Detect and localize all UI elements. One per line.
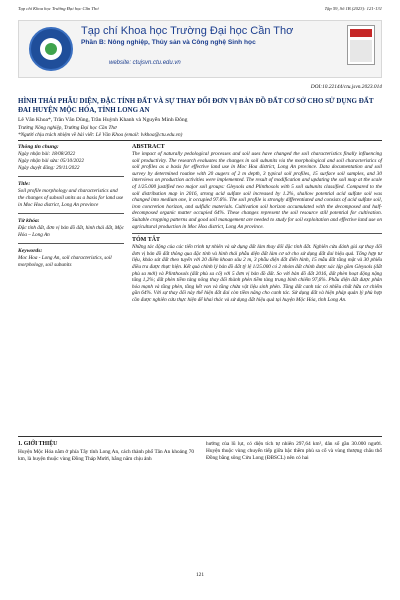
divider	[18, 213, 124, 214]
intro-left-column	[18, 441, 194, 463]
abstract-column	[132, 144, 382, 303]
divider	[18, 140, 382, 141]
accepted-date: Ngày duyệt đăng: 29/11/2022	[18, 165, 80, 171]
divider	[18, 243, 124, 244]
intro-left-text: Huyện Mộc Hóa nằm ở phía Tây tỉnh Long An, cách thành phố Tân An khoảng 70 km, là huyện thuộc vùng Đồng Tháp Mười, hằng năm chịu ảnh	[18, 449, 194, 462]
running-head-volume: Tập 59, Số 1B (2023): 121-131	[324, 6, 382, 11]
affiliation: Trường Nông nghiệp, Trường Đại học Cần Thơ	[18, 125, 117, 131]
vn-keywords-text: Đặc tính đất, đơn vị bản đồ đất, hình thái đất, Mộc Hóa – Long An	[18, 225, 124, 238]
running-head-journal: Tạp chí Khoa học Trường Đại học Cần Thơ	[18, 6, 99, 11]
university-logo-icon	[29, 27, 73, 71]
en-title-label: Title:	[18, 181, 31, 187]
authors: Lê Văn Khoa*, Trần Văn Dũng, Trần Huỳnh Khanh và Nguyễn Minh Đông	[18, 117, 188, 123]
revised-date: Ngày nhận bài sửa: 05/10/2022	[18, 158, 84, 164]
page-number: 121	[195, 572, 205, 578]
running-head	[18, 6, 382, 16]
en-title-text: Soil profile morphology and characteristics and the changes of subsoil units as a basis for land use in Moc Hoa district, Long An province	[18, 188, 124, 208]
abstract-heading: ABSTRACT	[132, 144, 165, 150]
intro-right-column	[206, 441, 382, 461]
received-date: Ngày nhận bài: 18/08/2022	[18, 151, 76, 157]
divider	[132, 233, 382, 234]
journal-website[interactable]: website: ctujsvn.ctu.edu.vn	[109, 60, 181, 66]
vn-keywords-label: Từ khóa:	[18, 218, 40, 224]
tom-tat-heading: TÓM TẮT	[132, 237, 161, 244]
divider	[18, 436, 382, 437]
en-keywords-text: Moc Hoa - Long An, soil characteristics, soil morphology, soil subunits	[18, 255, 112, 268]
tom-tat-text: Những tác động của các tiến trình tự nhiên và sử dụng đất làm thay đổi đặc tính đất. Nghiên cứu đánh giá sự thay đổi đơn vị bản đồ đất thông qua đặc tính và hình thái phẫu diện đất làm cơ sở cho sử dụng đất đai hiệu quả. Tổng hợp tư liệu, khảo sát đất theo tuyến với 20 điểm khoan sâu 2 m, 3 phẫu diện đất điển hình, 15 mẫu đất tầng mặt và 30 phiếu điều tra được thực hiện. Kết quả chỉnh lý bản đồ đất tỷ lệ 1/25.000 có 2 nhóm đất chính được xác lập gồm Gleysols (đất phù sa mới) và Plinthosols (đất phù sa cổ) với 5 đơn vị bản đồ đất. So với bản đồ đất 2016, đất phèn hoạt động nặng tăng 1,2%; đất phèn tiềm tàng nông thay đổi thành phèn tiềm tàng trung bình chiếm 97,6%. Phẫu diện đất được phân hóa mạnh và tầng phèn, tầng kết von và tầng chứa vật liệu sinh phèn. Tầng đất canh tác có nhiều chất hữu cơ chiếm gần 64%. Với sự thay đổi này thể hiện đất đai còn tiềm năng cho canh tác. Sử dụng đất và hiện pháp quản lý phù hợp cần được nghiên cứu thực hiện để khai thác và sử dụng đất hiệu quả tại huyện Mộc Hóa, tỉnh Long An.	[132, 244, 382, 303]
journal-name: Tạp chí Khoa học Trường Đại học Cần Thơ	[81, 25, 294, 37]
en-keywords-label: Keywords:	[18, 248, 43, 254]
corresponding-author: *Người chịu trách nhiệm về bài viết: Lê Văn Khoa (email: lvkhoa@ctu.edu.vn)	[18, 132, 183, 138]
abstract-text: The impact of naturally pedological processes and soil uses have changed the soil characteristics finally influencing soil productivity. The research evaluates the changes in soil subunits via the morphological and soil characteristics of soil profiles as a basis for effective land use in Moc Hoa district, Long An province. Data documentation and soil survey by determined routine with 20 augers of 2 m depth, 3 typical soil profiles, 15 surface soil samples, and 30 interviews on production activities were implemented. The result of modification and updating the soil map at the scale of 1/25.000 justified two major soil groups: Gleysols and Plinthosols with 5 soil subunits classified. Compared to the soil distribution map in 2016, strong acid sulfate soil increased by 1.2%, shallow potential acid sulfate soil was changed into medium one, it occupied 97.6%. The soil profile is strongly differentiated and consists of acid sulfate soil, iron concretion horizon, and sulfidic materials. Cultivation soil horizon accumulated with the decomposed and half-decomposed organic matter occupied 64%. These changes represent the soil resource still potential for cultivation. Suitable cropping patterns and good soil management are needed to study for soil exploitation and effective land use on agricultural production in Moc Hoa district, Long An province.	[132, 151, 382, 230]
doi[interactable]: DOI:10.22144/ctu.jsvn.2023.014	[310, 84, 382, 90]
divider	[18, 176, 124, 177]
journal-part: Phần B: Nông nghiệp, Thủy sản và Công nghệ Sinh học	[81, 39, 256, 46]
journal-banner	[18, 20, 382, 78]
article-title: HÌNH THÁI PHẪU DIỆN, ĐẶC TÍNH ĐẤT VÀ SỰ THAY ĐỔI ĐƠN VỊ BẢN ĐỒ ĐẤT CƠ SỞ CHO SỬ DỤNG ĐẤT ĐAI HUYỆN MỘC HÓA, TỈNH LONG AN	[18, 97, 374, 114]
article-info-label: Thông tin chung:	[18, 144, 59, 150]
intro-heading: 1. GIỚI THIỆU	[18, 441, 58, 447]
article-info-column	[18, 144, 124, 269]
intro-right-text: hưởng của lũ lụt, có diện tích tự nhiên 297,64 km², dân số gần 30.000 người. Huyện thuộc vùng chuyển tiếp giữa bậc thềm phù sa cổ và vùng thượng châu thổ Đồng bằng sông Cửu Long (ĐBSCL) nên có hai	[206, 441, 382, 461]
journal-cover-thumbnail	[347, 25, 375, 65]
